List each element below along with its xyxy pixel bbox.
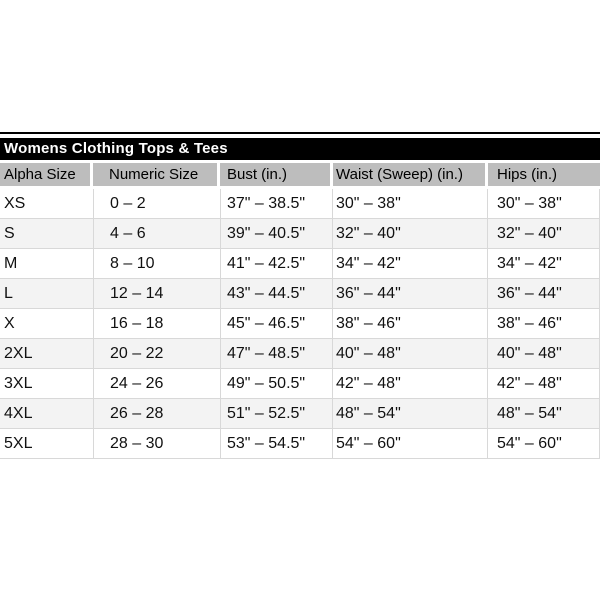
table-cell: 5XL (4, 435, 33, 452)
column-header-waist-sweep-in: Waist (Sweep) (in.) (333, 163, 485, 186)
column-header-numeric-size: Numeric Size (93, 163, 217, 186)
table-row (0, 219, 600, 249)
table-cell: 40" – 48" (332, 339, 487, 368)
table-row (0, 189, 600, 219)
table-row (0, 399, 600, 429)
table-cell: M (4, 255, 18, 272)
table-cell: 30" – 38" (332, 189, 487, 218)
table-header-row (0, 163, 600, 186)
table-cell: 47" – 48.5" (220, 339, 332, 368)
table-cell: 3XL (4, 375, 33, 392)
table-title: Womens Clothing Tops & Tees (4, 140, 228, 157)
table-top-border (0, 132, 600, 134)
table-cell: 42" – 48" (332, 369, 487, 398)
table-cell: 53" – 54.5" (220, 429, 332, 458)
column-header-hips-in: Hips (in.) (488, 163, 600, 186)
table-cell: 16 – 18 (93, 309, 220, 338)
table-cell: 34" – 42" (487, 249, 600, 278)
table-body (0, 189, 600, 459)
table-cell: 38" – 46" (332, 309, 487, 338)
table-cell: S (4, 225, 15, 242)
table-cell: 48" – 54" (487, 399, 600, 428)
table-row (0, 279, 600, 309)
table-row (0, 309, 600, 339)
table-cell: 42" – 48" (487, 369, 600, 398)
table-cell: 26 – 28 (93, 399, 220, 428)
table-row (0, 249, 600, 279)
table-row (0, 369, 600, 399)
table-cell: 2XL (4, 345, 33, 362)
table-cell: 41" – 42.5" (220, 249, 332, 278)
table-cell: 4XL (4, 405, 33, 422)
table-cell: 54" – 60" (332, 429, 487, 458)
table-cell: 20 – 22 (93, 339, 220, 368)
table-cell: 45" – 46.5" (220, 309, 332, 338)
table-row (0, 429, 600, 459)
table-cell: 8 – 10 (93, 249, 220, 278)
table-cell: 38" – 46" (487, 309, 600, 338)
table-row (0, 339, 600, 369)
table-title-bar (0, 138, 600, 160)
table-cell: XS (4, 195, 26, 212)
table-cell: 40" – 48" (487, 339, 600, 368)
table-cell: 24 – 26 (93, 369, 220, 398)
column-header-alpha-size: Alpha Size (0, 163, 90, 186)
table-cell: 34" – 42" (332, 249, 487, 278)
table-cell: 48" – 54" (332, 399, 487, 428)
table-cell: 30" – 38" (487, 189, 600, 218)
table-cell: 0 – 2 (93, 189, 220, 218)
size-chart-table (0, 132, 600, 459)
table-cell: 32" – 40" (332, 219, 487, 248)
table-cell: 49" – 50.5" (220, 369, 332, 398)
column-header-bust-in: Bust (in.) (220, 163, 330, 186)
table-cell: L (4, 285, 13, 302)
table-cell: 32" – 40" (487, 219, 600, 248)
table-cell: 12 – 14 (93, 279, 220, 308)
table-cell: 28 – 30 (93, 429, 220, 458)
table-cell: 54" – 60" (487, 429, 600, 458)
table-cell: 39" – 40.5" (220, 219, 332, 248)
table-cell: 37" – 38.5" (220, 189, 332, 218)
table-cell: 36" – 44" (487, 279, 600, 308)
table-cell: 4 – 6 (93, 219, 220, 248)
table-cell: 43" – 44.5" (220, 279, 332, 308)
table-cell: X (4, 315, 15, 332)
table-cell: 51" – 52.5" (220, 399, 332, 428)
table-cell: 36" – 44" (332, 279, 487, 308)
